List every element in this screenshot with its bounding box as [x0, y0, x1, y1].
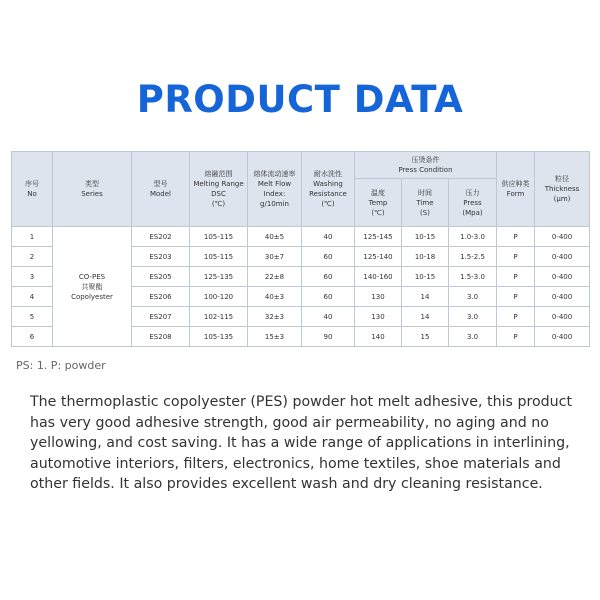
cell-temp: 125-145 — [355, 227, 402, 247]
cell-time: 10-15 — [402, 267, 449, 287]
cell-press: 3.0 — [449, 307, 497, 327]
cell-washing: 90 — [302, 327, 355, 347]
cell-temp: 140 — [355, 327, 402, 347]
cell-mfi: 40±3 — [248, 287, 302, 307]
cell-melting: 125-135 — [190, 267, 248, 287]
header-pressure: 压力 Press (Mpa) — [449, 179, 497, 227]
cell-form: P — [497, 307, 535, 327]
product-description: The thermoplastic copolyester (PES) powder hot melt adhesive, this product has very good adhesive strength, good air permeability, no aging and no yellowing, and cost saving. It has a wide range of applications in interlining, automotive interiors, filters, electronics, home textiles, shoe materials and other fields. It also provides excellent wash and dry cleaning resistance. — [30, 394, 573, 493]
cell-no: 1 — [12, 227, 53, 247]
cell-thickness: 0-400 — [535, 327, 590, 347]
cell-form: P — [497, 287, 535, 307]
header-melt-flow-index: 熔体流动速率 Melt Flow Index: g/10min — [248, 152, 302, 227]
cell-press: 3.0 — [449, 287, 497, 307]
cell-mfi: 30±7 — [248, 247, 302, 267]
cell-model: ES206 — [132, 287, 190, 307]
cell-form: P — [497, 247, 535, 267]
cell-no: 6 — [12, 327, 53, 347]
cell-melting: 102-115 — [190, 307, 248, 327]
cell-no: 5 — [12, 307, 53, 327]
cell-time: 14 — [402, 307, 449, 327]
cell-time: 10-15 — [402, 227, 449, 247]
cell-melting: 100-120 — [190, 287, 248, 307]
cell-form: P — [497, 267, 535, 287]
cell-press: 1.5-2.5 — [449, 247, 497, 267]
cell-time: 14 — [402, 287, 449, 307]
header-form: 供应种类 Form — [497, 152, 535, 227]
cell-thickness: 0-400 — [535, 307, 590, 327]
header-melting-range: 熔融范围 Melting Range DSC (℃) — [190, 152, 248, 227]
cell-model: ES208 — [132, 327, 190, 347]
header-time: 时间 Time (S) — [402, 179, 449, 227]
cell-washing: 60 — [302, 287, 355, 307]
cell-mfi: 15±3 — [248, 327, 302, 347]
cell-press: 1.0-3.0 — [449, 227, 497, 247]
cell-thickness: 0-400 — [535, 267, 590, 287]
cell-model: ES205 — [132, 267, 190, 287]
cell-melting: 105-115 — [190, 227, 248, 247]
cell-model: ES202 — [132, 227, 190, 247]
cell-washing: 40 — [302, 227, 355, 247]
header-no: 序号 No — [12, 152, 53, 227]
page-title: PRODUCT DATA — [136, 78, 464, 121]
cell-model: ES207 — [132, 307, 190, 327]
table-row — [12, 227, 590, 247]
cell-press: 3.0 — [449, 327, 497, 347]
cell-thickness: 0-400 — [535, 247, 590, 267]
header-washing-resistance: 耐水洗性 Washing Resistance (℃) — [302, 152, 355, 227]
header-model: 型号 Model — [132, 152, 190, 227]
header-temp: 温度 Temp (℃) — [355, 179, 402, 227]
cell-time: 15 — [402, 327, 449, 347]
header-thickness: 粒径 Thickness (μm) — [535, 152, 590, 227]
cell-no: 2 — [12, 247, 53, 267]
cell-temp: 130 — [355, 307, 402, 327]
cell-mfi: 40±5 — [248, 227, 302, 247]
cell-no: 3 — [12, 267, 53, 287]
cell-time: 10-18 — [402, 247, 449, 267]
product-data-table — [11, 151, 589, 347]
cell-temp: 125-140 — [355, 247, 402, 267]
cell-mfi: 32±3 — [248, 307, 302, 327]
cell-washing: 60 — [302, 247, 355, 267]
cell-thickness: 0-400 — [535, 227, 590, 247]
cell-melting: 105-115 — [190, 247, 248, 267]
cell-no: 4 — [12, 287, 53, 307]
cell-model: ES203 — [132, 247, 190, 267]
cell-mfi: 22±8 — [248, 267, 302, 287]
header-series: 类型 Series — [53, 152, 132, 227]
header-press-condition: 压烫条件 Press Condition — [355, 152, 497, 179]
cell-thickness: 0-400 — [535, 287, 590, 307]
cell-form: P — [497, 327, 535, 347]
cell-temp: 130 — [355, 287, 402, 307]
cell-temp: 140-160 — [355, 267, 402, 287]
cell-washing: 60 — [302, 267, 355, 287]
footnote: PS: 1. P: powder — [16, 359, 106, 372]
cell-press: 1.5-3.0 — [449, 267, 497, 287]
cell-melting: 105-135 — [190, 327, 248, 347]
cell-series: CO-PES 共聚酯 Copolyester — [53, 227, 132, 347]
cell-washing: 40 — [302, 307, 355, 327]
cell-form: P — [497, 227, 535, 247]
